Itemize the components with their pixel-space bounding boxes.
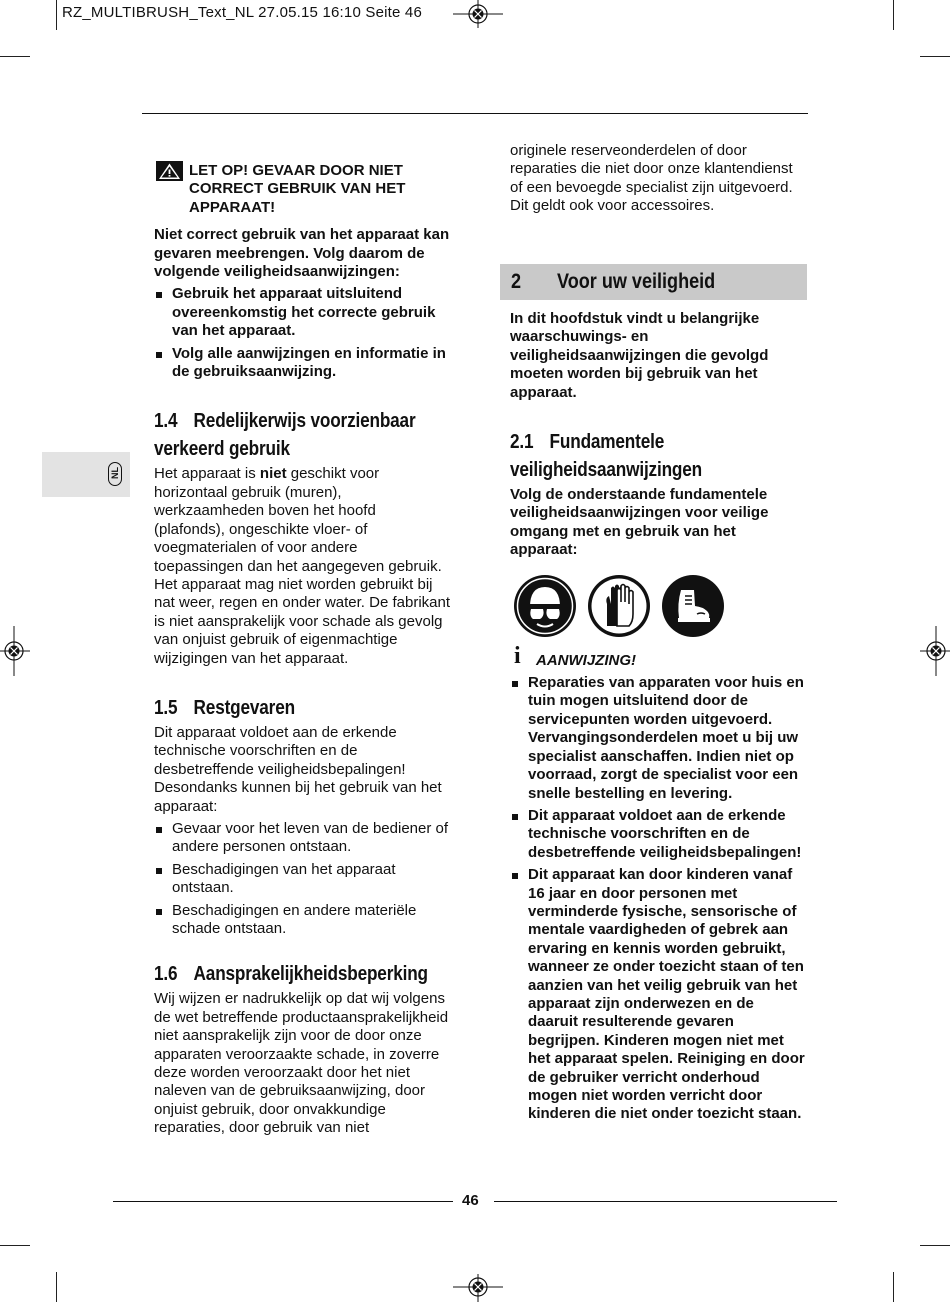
ppe-icons — [513, 574, 806, 638]
emphasis: niet — [259, 465, 287, 483]
list-item: Dit apparaat kan door kinderen vanaf 16 jaar en door personen met verminderde fysische, sensorische of mentale vaardigheden of gebrek aan ervaring en kennis worden gebruikt, wanneer ze onder toezicht staan of ten aanzien van het veilig gebruik van het apparaat zijn onderwezen en de daaruit resulterende gevaren begrijpen. Kinderen mogen niet met het apparaat spelen. Reiniging en door de gebruiker verricht onderhoud mogen niet worden verricht door kinderen die niet onder toezicht staan. — [510, 866, 806, 1124]
footer-rule-right — [494, 1201, 837, 1202]
warning-triangle-icon — [156, 161, 183, 181]
print-slug: RZ_MULTIBRUSH_Text_NL 27.05.15 16:10 Seite 46 — [62, 4, 423, 21]
section-1-6-text: Wij wijzen er nadrukkelijk op dat wij volgens de wet betreffende productaansprakelijkheid niet aansprakelijk zijn voor de door onze apparaten veroorzaakte schade, in zoverre deze worden veroorzaakt door het niet naleven van de gebruiksaanwijzing, door onjuist gebruik, door onvakkundige reparaties, door gebruik van niet — [154, 990, 449, 1137]
section-number: 1.5 — [154, 696, 178, 719]
chapter-2-intro: In dit hoofdstuk vindt u belangrijke waarschuwings- en veiligheidsaanwijzingen die gevolgd moeten worden bij gebruik van het apparaat. — [510, 310, 769, 401]
language-tab — [42, 452, 130, 497]
footer-rule-left — [113, 1201, 453, 1202]
text-part: Het apparaat is — [154, 465, 260, 483]
section-title: Aansprakelijkheidsbeperking — [193, 963, 428, 986]
note-title: AANWIJZING! — [536, 651, 636, 669]
section-1-4-heading — [154, 407, 450, 463]
warning-list — [154, 285, 450, 381]
registration-mark-icon — [453, 0, 503, 28]
section-number: 1.4 — [154, 410, 178, 433]
section-title: Redelijkerwijs voorzienbaar verkeerd gebruik — [154, 410, 416, 461]
section-number: 2.1 — [510, 431, 534, 454]
section-1-5-heading — [154, 694, 450, 722]
crop-mark — [920, 56, 950, 57]
continued-text: originele reserveonderdelen of door reparaties die niet door onze klantendienst of een bevoegde specialist zijn uitgevoerd. Dit geldt ook voor accessoires. — [510, 142, 793, 215]
crop-mark — [56, 1272, 57, 1302]
section-title: Restgevaren — [193, 696, 295, 719]
chapter-2-banner — [500, 264, 807, 300]
safety-boots-icon — [661, 574, 725, 638]
registration-mark-icon — [453, 1274, 503, 1302]
list-item: Gebruik het apparaat uitsluitend overeenkomstig het correcte gebruik van het apparaat. — [154, 285, 450, 340]
crop-mark — [56, 0, 57, 30]
crop-mark — [920, 1245, 950, 1246]
list-item: Beschadigingen en andere materiële schade ontstaan. — [154, 902, 450, 939]
header-rule — [142, 113, 808, 114]
left-column — [154, 162, 450, 1138]
crop-mark — [893, 1272, 894, 1302]
registration-mark-icon — [0, 626, 30, 676]
list-item: Gevaar voor het leven van de bediener of andere personen ontstaan. — [154, 820, 450, 857]
crop-mark — [0, 1245, 30, 1246]
warning-intro: Niet correct gebruik van het apparaat kan gevaren meebrengen. Volg daarom de volgende veiligheidsaanwijzingen: — [154, 226, 450, 281]
section-2-1-intro: Volg de onderstaande fundamentele veiligheidsaanwijzingen voor veilige omgang met en gebruik van het apparaat: — [510, 486, 769, 559]
warning-heading — [154, 162, 450, 217]
section-1-6-heading — [154, 960, 450, 988]
list-item: Dit apparaat voldoet aan de erkende technische voorschriften en de desbetreffende veiligheidsbepalingen! — [510, 807, 806, 862]
chapter-number: 2 — [511, 270, 522, 293]
section-number: 1.6 — [154, 963, 178, 986]
section-2-1-heading — [510, 428, 806, 484]
section-1-4-text — [154, 465, 450, 667]
language-tab-label: NL — [110, 467, 120, 479]
registration-mark-icon — [920, 626, 950, 676]
text-part: geschikt voor horizontaal gebruik (muren), werkzaamheden boven het hoofd (plafonds), ongeschikte vloer- of voegmaterialen of voor andere toepassingen dan het aangegeven gebruik. Het apparaat mag niet worden gebruikt bij nat weer, regen en onder water. De fabrikant is niet aansprakelijk voor schade als gevolg van onjuist gebruik of eigenmachtige wijzigingen van het apparaat. — [154, 465, 451, 667]
right-column-lower — [510, 310, 806, 1128]
note-heading — [510, 642, 806, 670]
right-column — [510, 142, 806, 216]
info-icon: i — [514, 642, 521, 669]
warning-title: LET OP! GEVAAR DOOR NIET CORRECT GEBRUIK VAN HET APPARAAT! — [189, 162, 406, 216]
safety-goggles-icon — [513, 574, 577, 638]
page-number: 46 — [462, 1192, 479, 1209]
list-item: Reparaties van apparaten voor huis en tuin mogen uitsluitend door de servicepunten worden uitgevoerd. Vervangingsonderdelen moet u bij uw specialist aanschaffen. Indien niet op voorraad, zorgt de specialist voor een snelle bestelling en levering. — [510, 674, 806, 803]
crop-mark — [893, 0, 894, 30]
protective-gloves-icon — [587, 574, 651, 638]
crop-mark — [0, 56, 30, 57]
residual-risks-list — [154, 820, 450, 938]
section-1-5-text: Dit apparaat voldoet aan de erkende technische voorschriften en de desbetreffende veiligheidsbepalingen! Desondanks kunnen bij het gebruik van het apparaat: — [154, 723, 442, 815]
list-item: Beschadigingen van het apparaat ontstaan. — [154, 861, 450, 898]
list-item: Volg alle aanwijzingen en informatie in de gebruiksaanwijzing. — [154, 345, 450, 382]
section-title: Fundamentele veiligheidsaanwijzingen — [510, 431, 702, 482]
note-list — [510, 674, 806, 1124]
chapter-title: Voor uw veiligheid — [557, 270, 716, 293]
